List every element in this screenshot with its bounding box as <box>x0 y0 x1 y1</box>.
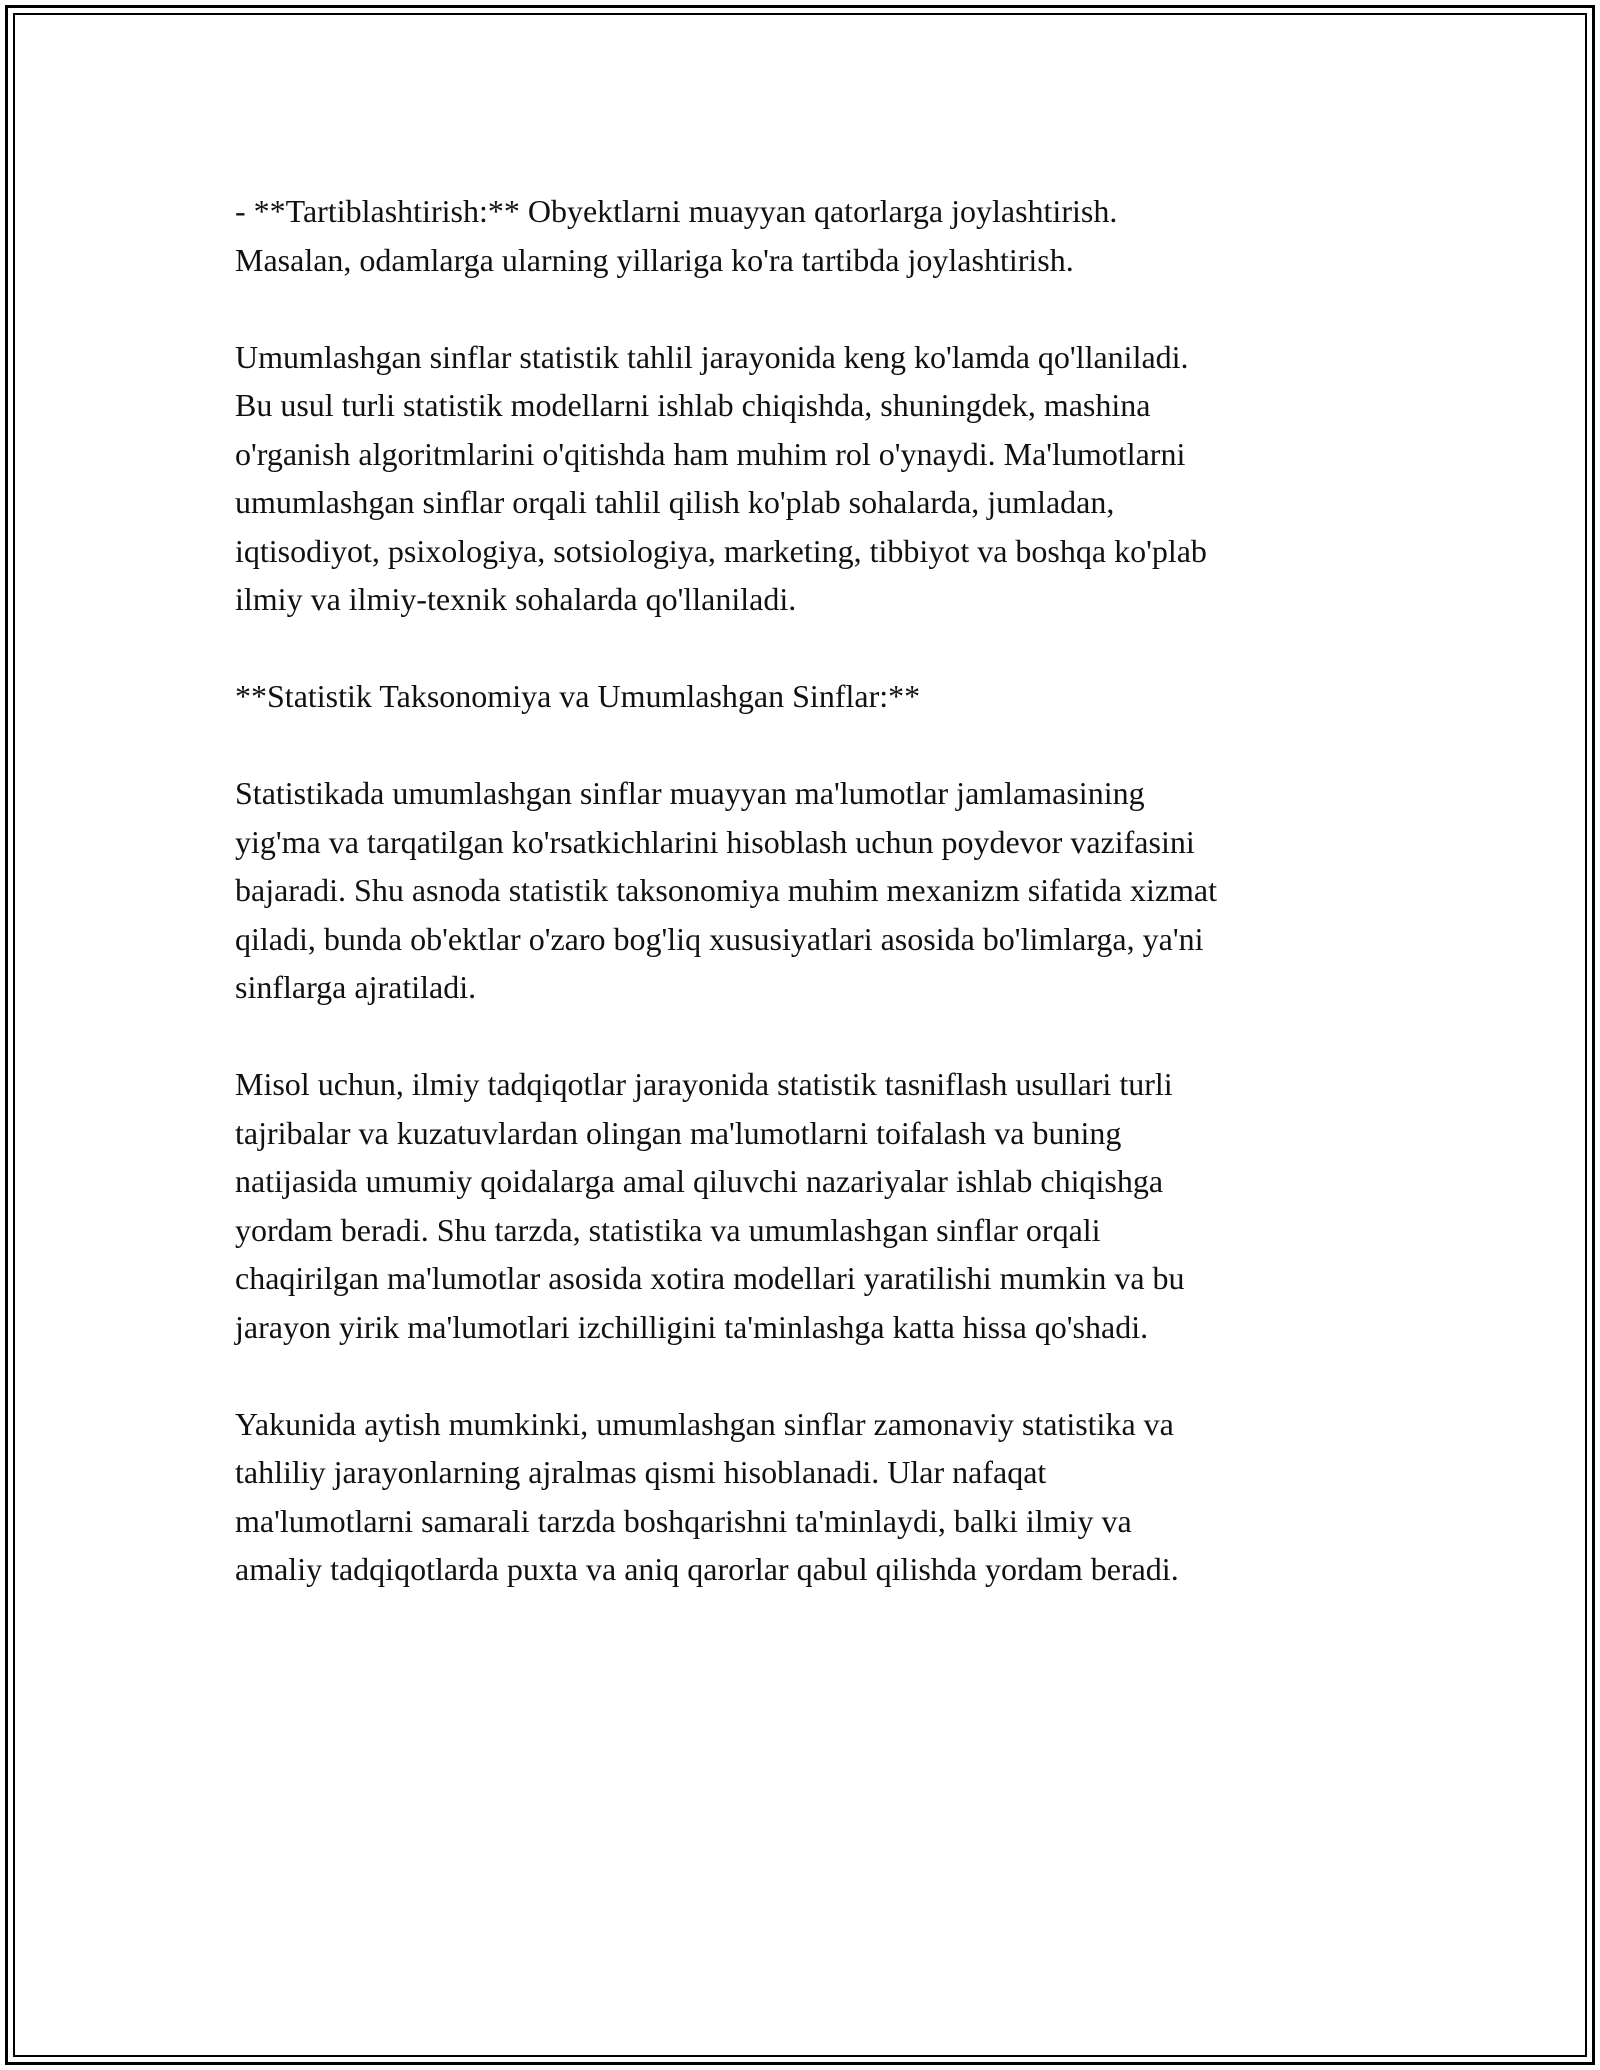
document-body <box>235 187 1365 1642</box>
text-line: ilmiy va ilmiy-texnik sohalarda qo'llaniladi. <box>235 581 797 617</box>
paragraph-example <box>235 1060 1365 1351</box>
text-line: Masalan, odamlarga ularning yillariga ko'ra tartibda joylashtirish. <box>235 241 1074 278</box>
text-line: Umumlashgan sinflar statistik tahlil jarayonida keng ko'lamda qo'llaniladi. <box>235 338 1189 375</box>
paragraph-ordering-item <box>235 187 1365 284</box>
text-line: yig'ma va tarqatilgan ko'rsatkichlarini hisoblash uchun poydevor vazifasini <box>235 823 1195 860</box>
text-line: Yakunida aytish mumkinki, umumlashgan sinflar zamonaviy statistika va <box>235 1405 1174 1442</box>
text-line: tajribalar va kuzatuvlardan olingan ma'lumotlarni toifalash va buning <box>235 1114 1122 1151</box>
paragraph-usage <box>235 333 1365 624</box>
text-line: jarayon yirik ma'lumotlari izchilligini ta'minlashga katta hissa qo'shadi. <box>235 1308 1149 1345</box>
text-line: qiladi, bunda ob'ektlar o'zaro bog'liq xususiyatlari asosida bo'limlarga, ya'ni <box>235 920 1204 957</box>
text-line: amaliy tadqiqotlarda puxta va aniq qarorlar qabul qilishda yordam beradi. <box>235 1551 1179 1587</box>
paragraph-conclusion <box>235 1400 1365 1594</box>
text-line: chaqirilgan ma'lumotlar asosida xotira modellari yaratilishi mumkin va bu <box>235 1260 1185 1296</box>
text-line: tahliliy jarayonlarning ajralmas qismi hisoblanadi. Ular nafaqat <box>235 1454 1047 1490</box>
text-line: Bu usul turli statistik modellarni ishlab chiqishda, shuningdek, mashina <box>235 387 1151 423</box>
text-line: Statistikada umumlashgan sinflar muayyan ma'lumotlar jamlamasining <box>235 775 1145 811</box>
text-line: sinflarga ajratiladi. <box>235 969 477 1005</box>
text-line: **Statistik Taksonomiya va Umumlashgan Sinflar:** <box>235 678 921 714</box>
text-line: ma'lumotlarni samarali tarzda boshqarishni ta'minlaydi, balki ilmiy va <box>235 1502 1132 1539</box>
section-heading <box>235 672 1365 721</box>
text-line: yordam beradi. Shu tarzda, statistika va umumlashgan sinflar orqali <box>235 1211 1101 1248</box>
text-line: umumlashgan sinflar orqali tahlil qilish ko'plab sohalarda, jumladan, <box>235 484 1115 520</box>
paragraph-taxonomy <box>235 769 1365 1012</box>
text-line: o'rganish algoritmlarini o'qitishda ham muhim rol o'ynaydi. Ma'lumotlarni <box>235 435 1186 472</box>
text-line: bajaradi. Shu asnoda statistik taksonomiya muhim mexanizm sifatida xizmat <box>235 872 1218 908</box>
text-line: natijasida umumiy qoidalarga amal qiluvchi nazariyalar ishlab chiqishga <box>235 1163 1164 1199</box>
text-line: - **Tartiblashtirish:** Obyektlarni muayyan qatorlarga joylashtirish. <box>235 193 1118 229</box>
text-line: Misol uchun, ilmiy tadqiqotlar jarayonida statistik tasniflash usullari turli <box>235 1066 1173 1102</box>
text-line: iqtisodiyot, psixologiya, sotsiologiya, marketing, tibbiyot va boshqa ko'plab <box>235 532 1207 569</box>
